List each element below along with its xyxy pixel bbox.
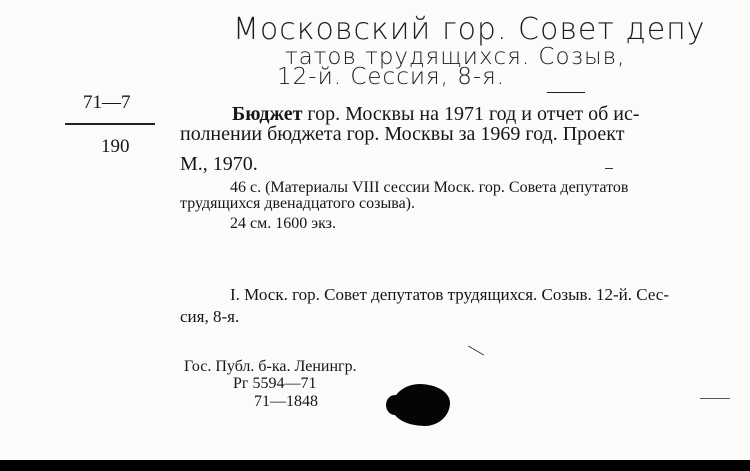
entry-title-rest: гор. Москвы на 1971 год и отчет об ис- xyxy=(302,103,640,125)
stray-mark xyxy=(700,398,730,399)
ink-stain-drop xyxy=(386,395,404,415)
handwritten-heading-line-3: 12-й. Сессия, 8-я. xyxy=(277,64,506,90)
entry-title-bold: Бюджет xyxy=(232,103,303,125)
handwritten-heading-line-1: Московский гор. Совет депу xyxy=(233,12,706,47)
handwritten-heading-line-2: татов трудящихся. Созыв, xyxy=(285,44,626,70)
entry-title-line-2: полнении бюджета гор. Москвы за 1969 год. Проект xyxy=(180,123,625,145)
handwritten-underline xyxy=(547,92,585,93)
library-name: Гос. Публ. б-ка. Ленингр. xyxy=(184,358,357,375)
entry-physical-description: 24 см. 1600 экз. xyxy=(230,215,336,232)
entry-collation-1: 46 с. (Материалы VIII сессии Моск. гор. Совета депутатов xyxy=(230,179,629,196)
shelfmark-divider xyxy=(65,123,155,125)
entry-collation-2: трудящихся двенадцатого созыва). xyxy=(180,195,415,212)
library-code-1: Рг 5594—71 xyxy=(233,375,317,392)
library-code-2: 71—1848 xyxy=(254,393,318,410)
shelfmark-bottom: 190 xyxy=(101,136,130,157)
stray-mark xyxy=(605,168,613,169)
entry-imprint: М., 1970. xyxy=(180,153,258,175)
entry-tracing-2: сия, 8-я. xyxy=(180,307,240,326)
entry-tracing-1: I. Моск. гор. Совет депутатов трудящихся. Созыв. 12-й. Сес- xyxy=(230,285,669,304)
stray-mark xyxy=(468,346,484,356)
shelfmark-top: 71—7 xyxy=(83,92,131,113)
